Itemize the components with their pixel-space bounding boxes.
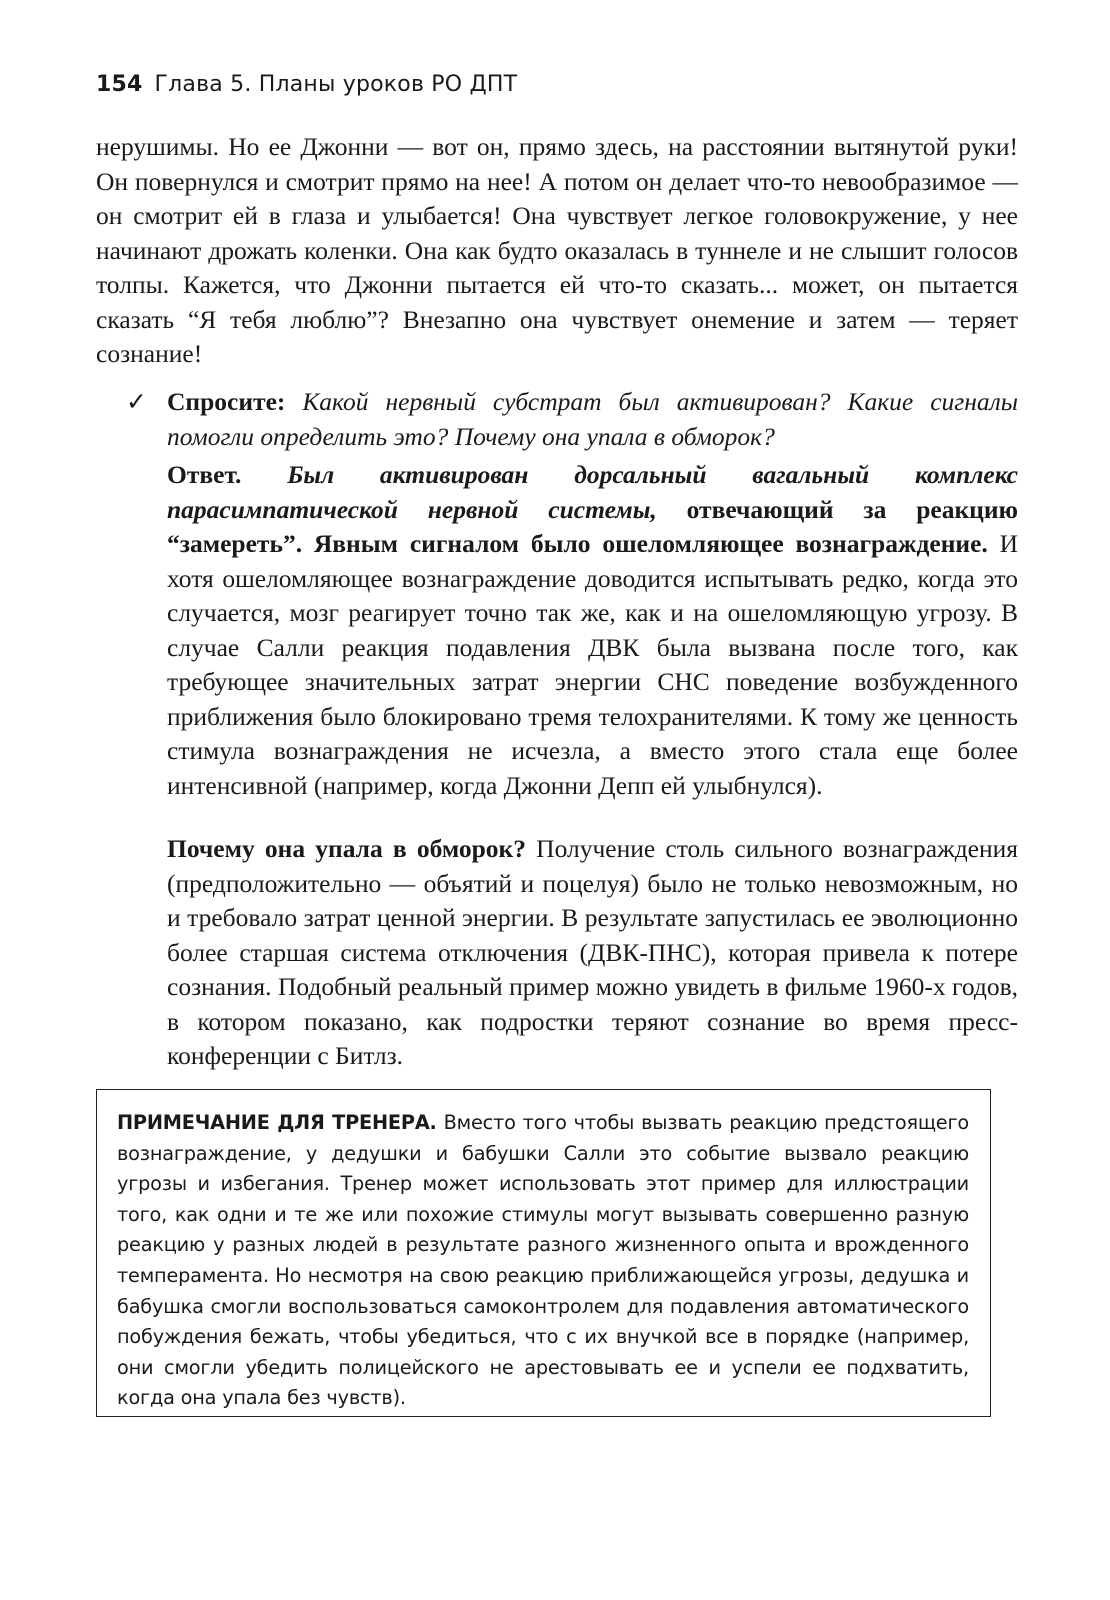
chapter-title: Глава 5. Планы уроков РО ДПТ	[154, 72, 518, 97]
answer-paragraph	[167, 458, 1018, 803]
running-head	[96, 72, 517, 97]
ask-question: Какой нервный субстрат был активирован? Какие сигналы помогли определить это? Почему она упала в обморок?	[167, 387, 1018, 451]
page-number: 154	[96, 72, 143, 97]
trainer-note	[117, 1108, 969, 1414]
answer-text: И хотя ошеломляющее вознаграждение доводится испытывать редко, когда это случается, мозг реагирует точно так же, как и на ошеломляющую угрозу. В случае Салли реакция подавления ДВК была вызвана после того, как требующее значительных затрат энергии СНС поведение возбужденного приближения было блокировано тремя телохранителями. К тому же ценность стимула вознаграждения не исчезла, а вместо этого стала еще более интенсивной (например, когда Джонни Депп ей улыбнулся).	[167, 529, 1019, 800]
ask-label: Спросите:	[167, 387, 286, 416]
answer-bold-text: отвечающий за реакцию “замереть”. Явным сигналом было ошеломляющее вознаграждение.	[167, 494, 1019, 558]
trainer-note-box	[96, 1089, 991, 1417]
ask-paragraph	[167, 385, 1018, 454]
checkmark-icon: ✓	[126, 387, 147, 416]
answer-label: Ответ.	[167, 460, 242, 489]
trainer-note-text: Вместо того чтобы вызвать реакцию предстоящего вознаграждение, у дедушки и бабушки Салли это событие вызвало реакцию угрозы и избегания. Тренер может использовать этот пример для иллюстрации того, как одни и те же или похожие стимулы могут вызывать совершенно разную реакцию у разных людей в результате разного жизненного опыта и врожденного темперамента. Но несмотря на свою реакцию приближающейся угрозы, дедушка и бабушка смогли воспользоваться самоконтролем для подавления автоматического побуждения бежать, чтобы убедиться, что с их внучкой все в порядке (например, они смогли убедить полицейского не арестовывать ее и успели ее подхватить, когда она упала без чувств).	[117, 1111, 970, 1410]
answer-emphasis: Был активирован дорсальный вагальный комплекс парасимпатической нервной системы,	[167, 460, 1019, 524]
trainer-note-label: ПРИМЕЧАНИЕ ДЛЯ ТРЕНЕРА.	[117, 1111, 437, 1134]
why-label: Почему она упала в обморок?	[167, 834, 526, 863]
intro-paragraph: нерушимы. Но ее Джонни — вот он, прямо здесь, на расстоянии вытянутой руки! Он повернулся и смотрит прямо на нее! А потом он делает что-то невообразимое — он смотрит ей в глаза и улыбается! Она чувствует легкое головокружение, у нее начинают дрожать коленки. Она как будто оказалась в туннеле и не слышит голосов толпы. Кажется, что Джонни пытается ей что-то сказать... может, он пытается сказать “Я тебя люблю”? Внезапно она чувствует онемение и затем — теряет сознание!	[96, 132, 1018, 368]
why-paragraph	[167, 832, 1018, 1074]
why-text: Получение столь сильного вознаграждения (предположительно — объятий и поцелуя) было не только невозможным, но и требовало затрат ценной энергии. В результате запустилась ее эволюционно более старшая система отключения (ДВК-ПНС), которая привела к потере сознания. Подобный реальный пример можно увидеть в фильме 1960-х годов, в котором показано, как подростки теряют сознание во время пресс-конференции с Битлз.	[167, 834, 1019, 1070]
